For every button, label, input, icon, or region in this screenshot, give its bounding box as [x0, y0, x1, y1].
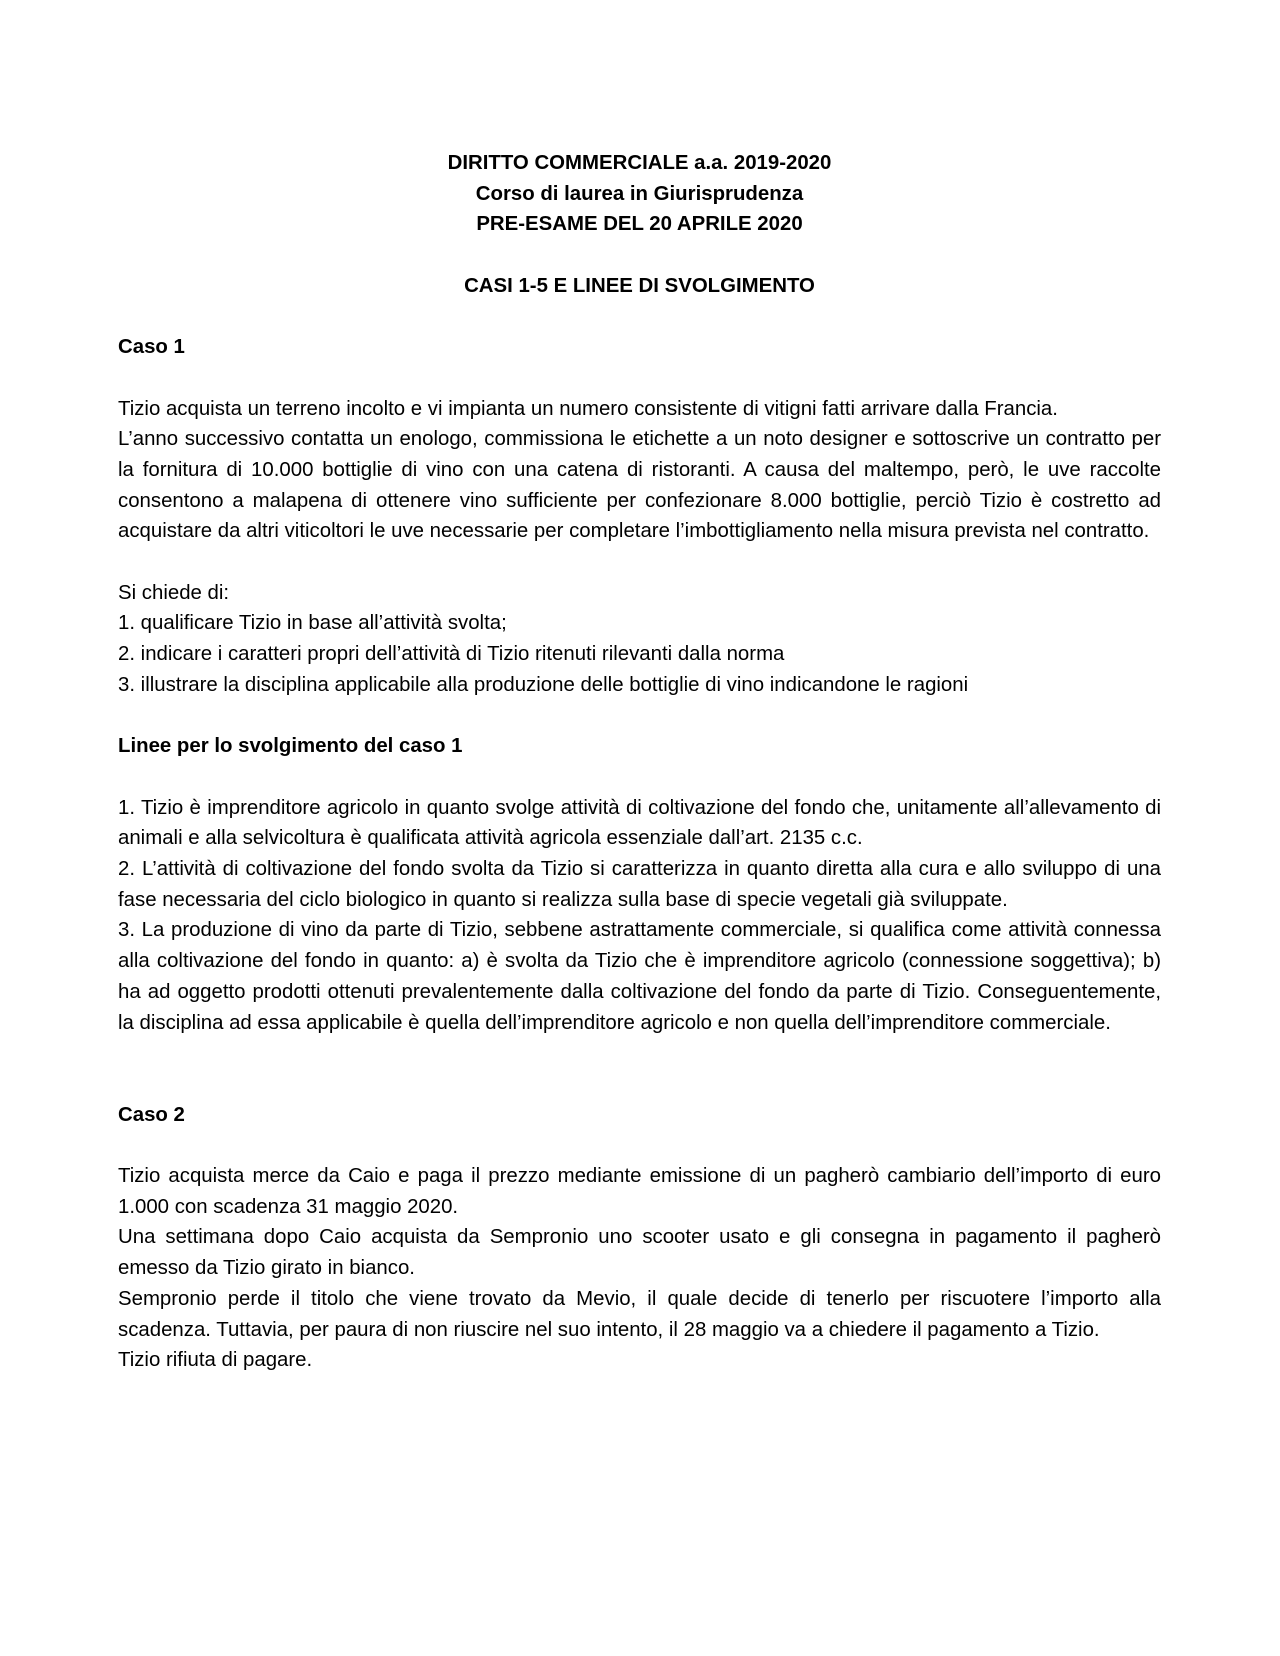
exam-date: PRE-ESAME DEL 20 APRILE 2020 — [476, 213, 803, 236]
case1-question-1: 1. qualificare Tizio in base all’attività svolta; — [118, 612, 507, 635]
case1-solution-heading: Linee per lo svolgimento del caso 1 — [118, 735, 463, 758]
document-header — [118, 148, 1161, 302]
case2-paragraph-2: Una settimana dopo Caio acquista da Sempronio uno scooter usato e gli consegna in pagamento il pagherò emesso da Tizio girato in bianco. — [118, 1226, 1161, 1280]
case1-heading: Caso 1 — [118, 336, 185, 359]
case1-answer-3: 3. La produzione di vino da parte di Tizio, sebbene astrattamente commerciale, si qualifica come attività connessa alla coltivazione del fondo in quanto: a) è svolta da Tizio che è imprenditore agricolo (connessione soggettiva); b) ha ad oggetto prodotti ottenuti prevalentemente dalla coltivazione del fondo da parte di Tizio. Conseguentemente, la disciplina ad essa applicabile è quella dell’imprenditore agricolo e non quella dell’imprenditore commerciale. — [118, 919, 1161, 1034]
case2-heading: Caso 2 — [118, 1103, 185, 1126]
course-title: DIRITTO COMMERCIALE a.a. 2019-2020 — [447, 152, 832, 174]
document-subtitle: CASI 1-5 E LINEE DI SVOLGIMENTO — [464, 274, 815, 297]
case1-answer-1: 1. Tizio è imprenditore agricolo in quanto svolge attività di coltivazione del fondo che, unitamente all’allevamento di animali e alla selvicoltura è qualificata attività agricola essenziale dall’art. 2135 c.c. — [118, 796, 1161, 850]
degree-course: Corso di laurea in Giurisprudenza — [475, 182, 804, 205]
document-page — [118, 148, 1161, 1376]
case1-question-2: 2. indicare i caratteri propri dell’attività di Tizio ritenuti rilevanti dalla norma — [118, 643, 785, 666]
case1-question-intro: Si chiede di: — [118, 581, 230, 604]
case2-paragraph-4: Tizio rifiuta di pagare. — [118, 1349, 313, 1372]
case1-paragraph-2: L’anno successivo contatta un enologo, commissiona le etichette a un noto designer e sottoscrive un contratto per la fornitura di 10.000 bottiglie di vino con una catena di ristoranti. A causa del maltempo, però, le uve raccolte consentono a malapena di ottenere vino sufficiente per confezionare 8.000 bottiglie, perciò Tizio è costretto ad acquistare da altri viticoltori le uve necessarie per completare l’imbottigliamento nella misura prevista nel contratto. — [118, 428, 1161, 543]
case1-question-3: 3. illustrare la disciplina applicabile alla produzione delle bottiglie di vino indicandone le ragioni — [118, 673, 969, 696]
case1-paragraph-1: Tizio acquista un terreno incolto e vi impianta un numero consistente di vitigni fatti arrivare dalla Francia. — [118, 397, 1058, 420]
case2-paragraph-3: Sempronio perde il titolo che viene trovato da Mevio, il quale decide di tenerlo per riscuotere l’importo alla scadenza. Tuttavia, per paura di non riuscire nel suo intento, il 28 maggio va a chiedere il pagamento a Tizio. — [118, 1287, 1161, 1341]
case2-paragraph-1: Tizio acquista merce da Caio e paga il prezzo mediante emissione di un pagherò cambiario dell’importo di euro 1.000 con scadenza 31 maggio 2020. — [118, 1165, 1161, 1218]
case1-answer-2: 2. L’attività di coltivazione del fondo svolta da Tizio si caratterizza in quanto diretta alla cura e allo sviluppo di una fase necessaria del ciclo biologico in quanto si realizza sulla base di specie vegetali già sviluppate. — [118, 858, 1161, 911]
